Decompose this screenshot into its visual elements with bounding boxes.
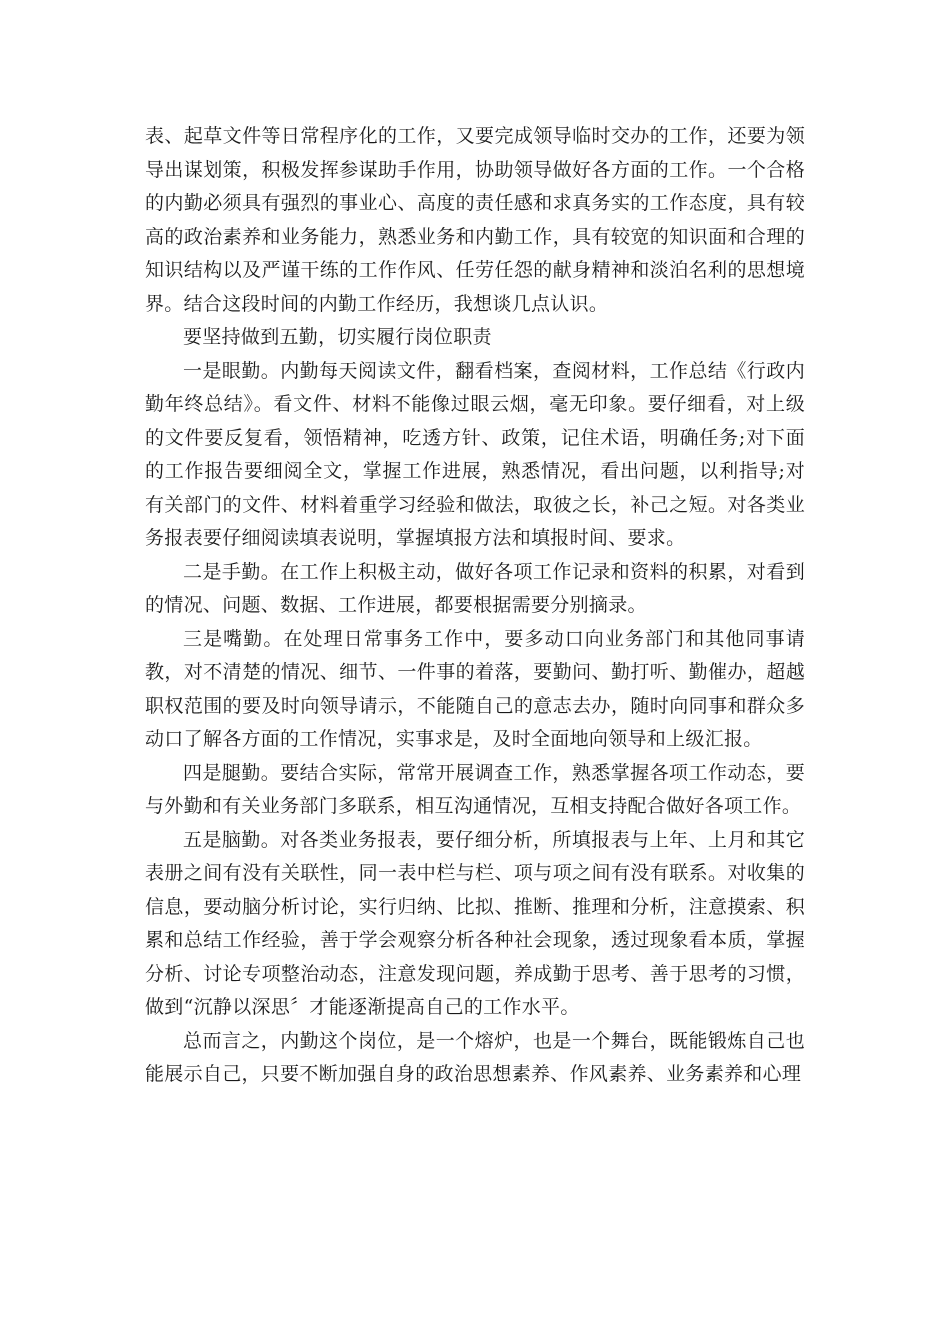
paragraph-conclusion: 总而言之，内勤这个岗位，是一个熔炉，也是一个舞台，既能锻炼自己也能展示自己，只要不断加强自身的政治思想素养、作风素养、业务素养和心理: [145, 1029, 805, 1085]
paragraph-hand-diligence: 二是手勤。在工作上积极主动，做好各项工作记录和资料的积累，对看到的情况、问题、数据、工作进展，都要根据需要分别摘录。: [145, 560, 805, 616]
paragraph-brain-diligence: 五是脑勤。对各类业务报表，要仔细分析，所填报表与上年、上月和其它表册之间有没有关联性，同一表中栏与栏、项与项之间有没有联系。对收集的信息，要动脑分析讨论，实行归纳、比拟、推断、推理和分析，注意摸索、积累和总结工作经验，善于学会观察分析各种社会现象，透过现象看本质，掌握分析、讨论专项整治动态，注意发现问题，养成勤于思考、善于思考的习惯，做到“沉静以深思〞才能逐渐提高自己的工作水平。: [145, 828, 805, 1018]
document-body: [145, 120, 805, 1092]
paragraph-leg-diligence: 四是腿勤。要结合实际，常常开展调查工作，熟悉掌握各项工作动态，要与外勤和有关业务部门多联系，相互沟通情况，互相支持配合做好各项工作。: [145, 761, 805, 817]
paragraph-mouth-diligence: 三是嘴勤。在处理日常事务工作中，要多动口向业务部门和其他同事请教，对不清楚的情况、细节、一件事的着落，要勤问、勤打听、勤催办，超越职权范围的要及时向领导请示，不能随自己的意志去办，随时向同事和群众多动口了解各方面的工作情况，实事求是，及时全面地向领导和上级汇报。: [145, 627, 805, 750]
paragraph-eye-diligence: 一是眼勤。内勤每天阅读文件，翻看档案，查阅材料，工作总结《行政内勤年终总结》。看文件、材料不能像过眼云烟，毫无印象。要仔细看，对上级的文件要反复看，领悟精神，吃透方针、政策，记住术语，明确任务;对下面的工作报告要细阅全文，掌握工作进展，熟悉情况，看出问题，以利指导;对有关部门的文件、材料着重学习经验和做法，取彼之长，补己之短。对各类业务报表要仔细阅读填表说明，掌握填报方法和填报时间、要求。: [145, 359, 805, 549]
paragraph-intro-continued: 表、起草文件等日常程序化的工作，又要完成领导临时交办的工作，还要为领导出谋划策，积极发挥参谋助手作用，协助领导做好各方面的工作。一个合格的内勤必须具有强烈的事业心、高度的责任感和求真务实的工作态度，具有较高的政治素养和业务能力，熟悉业务和内勤工作，具有较宽的知识面和合理的知识结构以及严谨干练的工作作风、任劳任怨的献身精神和淡泊名利的思想境界。结合这段时间的内勤工作经历，我想谈几点认识。: [145, 125, 805, 315]
section-heading: 要坚持做到五勤，切实履行岗位职责: [183, 326, 492, 348]
